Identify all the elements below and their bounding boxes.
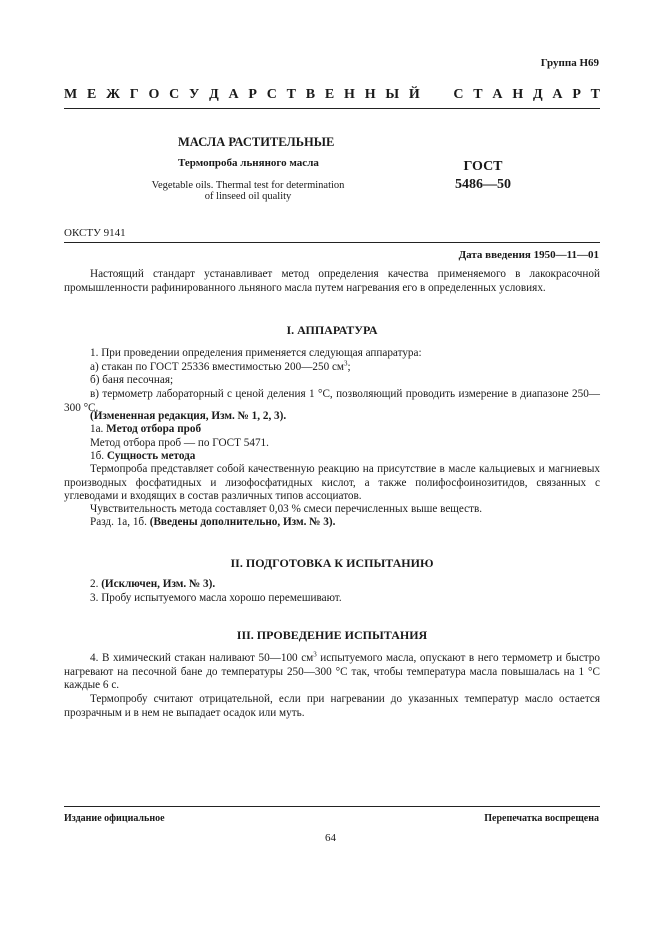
para-1b-num: 1б. — [90, 450, 105, 462]
section-2-heading: II. ПОДГОТОВКА К ИСПЫТАНИЮ — [230, 556, 434, 570]
banner-letter: Г — [129, 87, 139, 102]
banner-letter: Т — [473, 87, 483, 102]
para-1a-heading — [90, 423, 201, 437]
item-a-text: а) стакан по ГОСТ 25336 вместимостью 200—250 см — [90, 361, 345, 373]
item-b: б) баня песочная; — [90, 374, 174, 386]
banner-letter: Н — [512, 87, 524, 102]
banner-letter: Р — [248, 87, 257, 102]
banner-letter: Т — [590, 87, 600, 102]
item-a — [90, 361, 351, 375]
item-a-end: ; — [347, 361, 351, 373]
group-code: Группа Н69 — [540, 57, 599, 69]
oksty-code: ОКСТУ 9141 — [64, 227, 126, 239]
para-1a-text: Метод отбора проб — по ГОСТ 5471. — [90, 437, 269, 449]
banner-letter: Н — [344, 87, 355, 102]
banner-letter: Е — [87, 87, 97, 102]
gost-label: ГОСТ — [463, 159, 503, 174]
banner-letter: В — [305, 87, 316, 102]
header-rule — [64, 108, 600, 109]
item-v: в) термометр лабораторный с ценой деления 1 °С, позволяющий проводить измерение в диапазоне 250—300 °С. — [64, 388, 600, 414]
english-title — [140, 180, 356, 202]
para-1b-heading — [90, 450, 195, 464]
para-4 — [64, 652, 600, 693]
banner-letter: Р — [572, 87, 581, 102]
banner-letter: Ы — [385, 87, 400, 102]
para-4-start: 4. В химический стакан наливают 50—100 см — [90, 652, 314, 664]
document-subtitle: Термопроба льняного масла — [178, 157, 319, 169]
document-title: МАСЛА РАСТИТЕЛЬНЫЕ — [178, 135, 335, 149]
edition-note: (Измененная редакция, Изм. № 1, 2, 3). — [90, 410, 287, 422]
banner-letter: М — [64, 87, 78, 102]
banner-letter: Й — [408, 87, 420, 102]
para-1: 1. При проведении определения применяется следующая аппаратура: — [90, 347, 422, 359]
banner-letter: Д — [209, 87, 219, 102]
banner-letter: Н — [364, 87, 376, 102]
banner-letter: А — [552, 87, 563, 102]
banner-letter: Е — [324, 87, 335, 102]
banner-letter: Ж — [106, 87, 120, 102]
para-4-sup: 3 — [313, 650, 317, 659]
date-rule — [64, 242, 600, 243]
sensitivity-text: Чувствительность метода составляет 0,03 % смеси перечисленных выше веществ. — [90, 503, 483, 515]
para-1a-title: Метод отбора проб — [106, 423, 202, 435]
banner-letter: О — [148, 87, 160, 102]
section-1-heading: I. АППАРАТУРА — [286, 323, 378, 337]
para-2-bold: (Исключен, Изм. № 3). — [101, 578, 216, 590]
para-2-num: 2. — [90, 578, 99, 590]
banner-word-gap — [430, 87, 444, 103]
footer-reprint-notice: Перепечатка воспрещена — [484, 813, 599, 824]
para-5: Термопробу считают отрицательной, если при нагревании до указанных температур масло остается прозрачным и в нем не выпадает осадок или муть. — [64, 693, 600, 719]
para-1b-text: Термопроба представляет собой качественную реакцию на присутствие в масле кальциевых и магниевых производных фосфатидных и лизофосфатидных кислот, а также полифосфоинозитидов, связанных с углеводами и входящих в состав различных типов ассоциатов. — [64, 463, 600, 503]
page-number: 64 — [325, 832, 336, 844]
para-4-end: испытуемого масла, опускают в него термометр и быстро нагревают на песочной бане до температуры 250—300 °С так, чтобы температура масла повышалась на 1 °С каждые 6 с. — [64, 652, 600, 692]
standard-banner — [64, 87, 600, 103]
banner-letter: С — [266, 87, 277, 102]
banner-letter: У — [189, 87, 200, 102]
banner-letter: Д — [532, 87, 543, 102]
para-1b-title: Сущность метода — [106, 450, 196, 462]
gost-number: 5486—50 — [455, 177, 511, 192]
added-note — [90, 516, 335, 530]
banner-letter: С — [169, 87, 180, 102]
english-title-line-1: Vegetable oils. Thermal test for determination — [151, 180, 345, 191]
banner-letter: А — [492, 87, 503, 102]
gost-designation — [448, 158, 518, 194]
para-2 — [90, 578, 215, 592]
effective-date: Дата введения 1950—11—01 — [458, 249, 599, 261]
para-3: 3. Пробу испытуемого масла хорошо перемешивают. — [90, 592, 342, 604]
banner-letter: А — [228, 87, 239, 102]
section-3-heading: III. ПРОВЕДЕНИЕ ИСПЫТАНИЯ — [236, 628, 428, 642]
added-prefix: Разд. 1а, 1б. — [90, 516, 147, 528]
footer-official-edition: Издание официальное — [64, 813, 165, 824]
banner-letter: С — [453, 87, 464, 102]
intro-paragraph: Настоящий стандарт устанавливает метод определения качества применяемого в лакокрасочной промышленности рафинированного льняного масла путем нагревания его в определенных условиях. — [64, 268, 600, 294]
para-1a-num: 1а. — [90, 423, 104, 435]
banner-letter: Т — [286, 87, 297, 102]
english-title-line-2: of linseed oil quality — [204, 191, 292, 202]
footer-rule — [64, 806, 600, 807]
item-a-sup: 3 — [344, 359, 348, 368]
added-bold: (Введены дополнительно, Изм. № 3). — [149, 516, 336, 528]
